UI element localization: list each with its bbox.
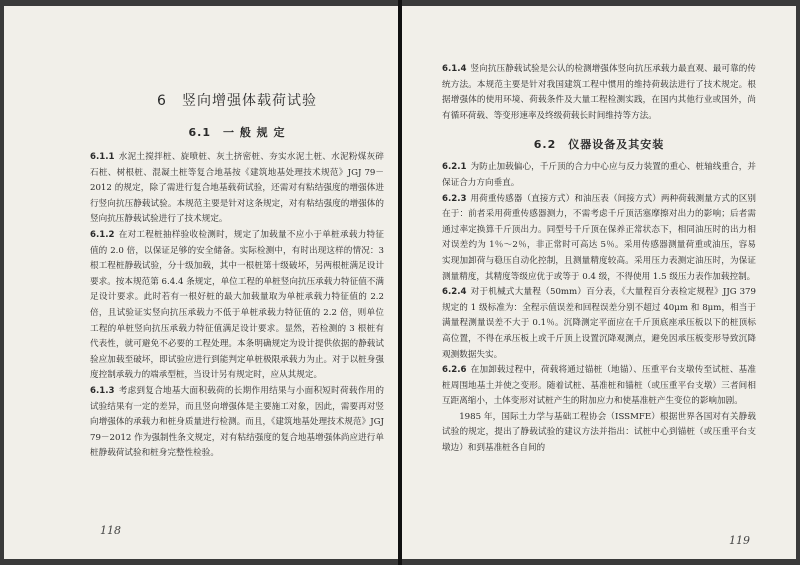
clause-text: 考虑到复合地基大面积载荷的长期作用结果与小面积短时荷载作用的试验结果有一定的差异，而且竖向增强体是主要施工对象，因此，需要再对竖向增强体的承载力和桩身质量进行检测。而且，《建筑地基处理技术规范》JGJ 79－2012 作为强制性条文规定，对有粘结强度的复合地基增强体尚应进行单桩静载荷试验和桩身完整性检验。	[90, 385, 384, 459]
clause-text: 在对工程桩抽样验收检测时，规定了加载量不应小于单桩承载力特征值的 2.0 倍，以保证足够的安全储备。实际检测中，有时出现这样的情况：3 根工程桩静载试验，分十级加载，其中一根桩第十级破坏，另两根桩满足设计要求。按本规范第 6.4.4 条规定，单位工程的单桩竖向抗压承载力特征值不满足设计要求。此时若有一根好桩的最大加载量取为单桩承载力特征值的 2.2 倍，且试验证实竖向抗压承载力不低于单桩承载力特征值的 2.2 倍，则单位工程的单桩竖向抗压承载力特征值满足设计要求。显然，若检测的 3 根桩有代表性，就可避免不必要的工程处理。本条明确规定为设计提供依据的静载试验应加载至破坏，即试验应进行到能判定单桩极限承载力为止。对于以桩身强度控制承载力的端承型桩，当设计另有规定时，应从其规定。	[90, 229, 384, 381]
section-title-6-2: 6.2 仪器设备及其安装	[533, 138, 665, 152]
clause-6-2-6	[442, 363, 756, 410]
clause-6-2-4	[442, 285, 756, 363]
page-number-left: 118	[100, 524, 121, 537]
clause-6-1-3	[90, 384, 384, 462]
clause-text: 水泥土搅拌桩、旋喷桩、灰土挤密桩、夯实水泥土桩、水泥粉煤灰碎石桩、树根桩、混凝土桩等复合地基按《建筑地基处理技术规范》JGJ 79－2012 的规定，除了需进行复合地基载荷试验，还需对有粘结强度的增强体进行竖向抗压静载试验。本规范主要是针对这条规定，对有粘结强度的增强体的竖向抗压静载试验进行了技术规定。	[90, 152, 384, 225]
chapter-title: 6 竖向增强体载荷试验	[157, 93, 317, 109]
clause-number: 6.1.1	[90, 152, 115, 162]
clause-number: 6.1.3	[90, 385, 115, 396]
clause-6-1-2	[90, 228, 384, 384]
page-number-right: 119	[729, 534, 750, 547]
clause-6-2-3	[442, 192, 756, 286]
section-title-6-1: 6.1 一 般 规 定	[188, 126, 286, 139]
clause-text: 在加卸载过程中，荷载将通过锚桩（地锚）、压重平台支墩传至试桩、基准桩周围地基土并使之变形。随着试桩、基准桩和锚桩（或压重平台支墩）三者间相互距离缩小，土体变形对试桩产生的附加应力和使基准桩产生变位的影响加剧。	[442, 365, 756, 407]
clause-6-2-1	[442, 160, 756, 191]
clause-number: 6.2.4	[442, 287, 467, 298]
clause-text: 用荷重传感器（直接方式）和油压表（间接方式）两种荷载测量方式的区别在于：前者采用荷重传感器测力，不需考虑千斤顶活塞摩擦对出力的影响；后者需通过率定换算千斤顶出力。同型号千斤顶在保养正常状态下，相同油压时的出力相对误差约为 1％～2％，非正常时可高达 5％。采用传感器测量荷重或油压，容易实现加卸荷与稳压自动化控制，且测量精度较高。采用压力表测定油压时，为保证测量精度，其精度等级应优于或等于 0.4 级，不得使用 1.5 级压力表作加载控制。	[442, 193, 756, 282]
clause-6-1-1	[90, 150, 384, 228]
right-page	[402, 6, 796, 559]
clause-text: 竖向抗压静载试验是公认的检测增强体竖向抗压承载力最直观、最可靠的传统方法。本规范主要是针对我国建筑工程中惯用的维持荷载法进行了技术规定。根据增强体的使用环境、荷载条件及大量工程检测实践，在国内其他行业或国外，尚有循环荷载、等变形速率及终级荷载长时间维持等方法。	[442, 64, 756, 121]
clause-number: 6.2.1	[442, 162, 467, 173]
clause-text: 为防止加载偏心，千斤顶的合力中心应与反力装置的重心、桩轴线重合，并保证合力方向垂直。	[442, 162, 756, 188]
closing-paragraph: 1985 年，国际土力学与基础工程协会（ISSMFE）根据世界各国对有关静载试验的规定，提出了静载试验的建议方法并指出：试桩中心到锚桩（或压重平台支墩边）和到基准桩各自间的	[442, 411, 756, 454]
clause-number: 6.1.2	[90, 229, 115, 240]
left-page	[4, 6, 398, 559]
clause-6-1-4	[442, 62, 756, 124]
clause-number: 6.2.6	[442, 365, 467, 376]
clause-number: 6.2.3	[442, 193, 467, 204]
clause-number: 6.1.4	[442, 64, 467, 74]
clause-text: 对于机械式大量程（50mm）百分表，《大量程百分表检定规程》JJG 379 规定的 1 级标准为：全程示值误差和回程误差分别不超过 40μm 和 8μm，相当于满量程测量误差不大于 0.1％。沉降测定平面应在千斤顶底座承压板以下的桩顶标高位置，不得在承压板上或千斤顶上设置沉降观测点，避免因承压板变形导致沉降观测数据失实。	[442, 287, 756, 360]
